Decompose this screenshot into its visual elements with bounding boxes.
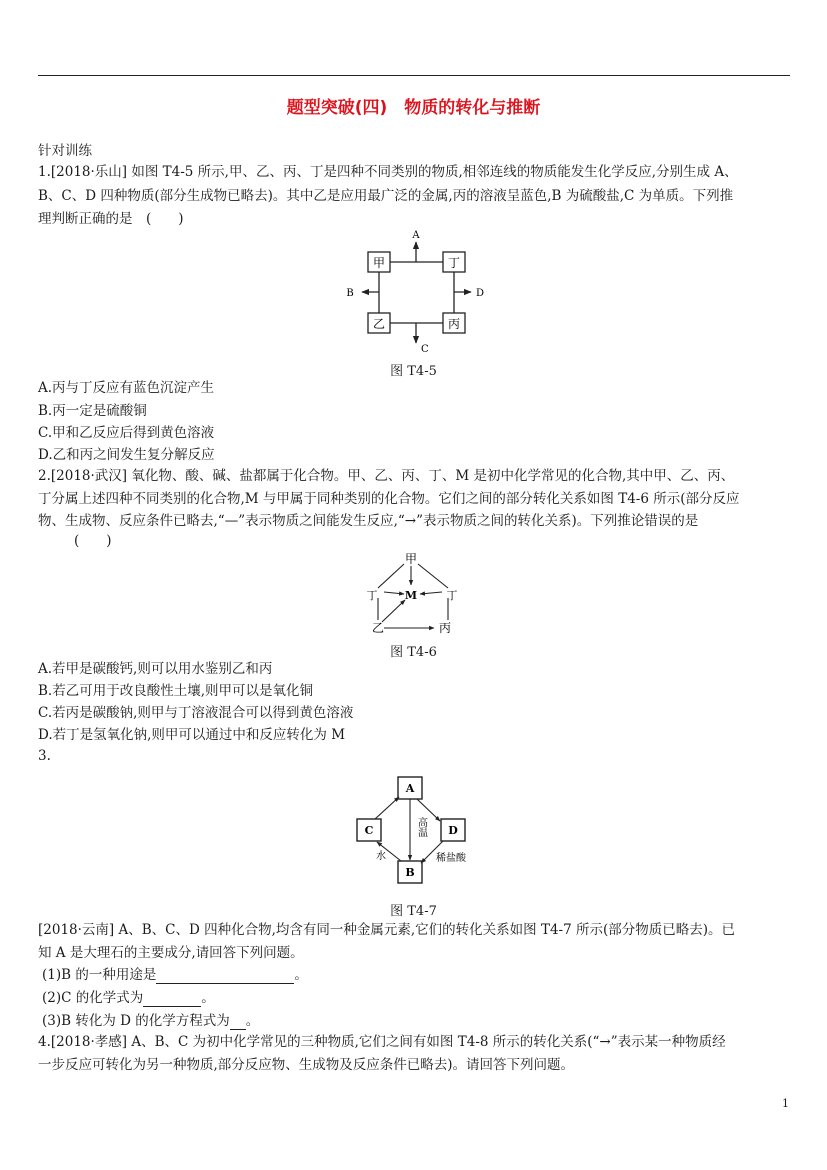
figure-t4-5-caption: 图 T4-5: [390, 364, 437, 379]
page-number: 1: [782, 1097, 789, 1110]
answer-blank-2[interactable]: [143, 992, 201, 1007]
q4-line-1: 4.[2018·孝感] A、B、C 为初中化学常见的三种物质,它们之间有如图 T4-8 所示的转化关系(“→”表示某一种物质经: [38, 1034, 726, 1050]
node-c: C: [364, 824, 374, 837]
q4-line-2: 一步反应可转化为另一种物质,部分反应物、生成物及反应条件已略去)。请回答下列问题。: [38, 1057, 575, 1073]
q2-option-d: D.若丁是氢氧化钠,则甲可以通过中和反应转化为 M: [38, 727, 346, 743]
label-shui: 水: [376, 851, 386, 862]
q3-sub-2: (2)C 的化学式为 。: [42, 990, 215, 1006]
q3-sub-1: (1)B 的一种用途是 。: [42, 967, 308, 983]
node-jia: 甲: [404, 552, 418, 566]
q1-line-1: 1.[2018·乐山] 如图 T4-5 所示,甲、乙、丙、丁是四种不同类别的物质,相邻连线的物质能发生化学反应,分别生成 A、: [38, 164, 738, 180]
node-jia: 甲: [372, 256, 386, 270]
label-d: D: [476, 288, 485, 299]
header-rule: [38, 75, 790, 76]
q1-option-d: D.乙和丙之间发生复分解反应: [38, 447, 215, 463]
q2-option-b: B.若乙可用于改良酸性土壤,则甲可以是氧化铜: [38, 683, 314, 699]
node-bing: 丙: [447, 317, 461, 331]
q2-line-1: 2.[2018·武汉] 氧化物、酸、碱、盐都属于化合物。甲、乙、丙、丁、M 是初中化学常见的化合物,其中甲、乙、丙、: [38, 468, 735, 484]
section-heading: 针对训练: [38, 143, 92, 159]
node-ding-left: 丁: [366, 589, 378, 602]
figure-t4-5: [330, 225, 500, 353]
label-a: A: [412, 230, 420, 241]
node-bing: 丙: [438, 621, 452, 635]
figure-t4-6-caption: 图 T4-6: [390, 645, 437, 660]
page-title: 题型突破(四) 物质的转化与推断: [286, 98, 541, 118]
q3-line-2: 知 A 是大理石的主要成分,请回答下列问题。: [38, 945, 304, 961]
node-yi: 乙: [371, 621, 385, 635]
q3-sub-3: (3)B 转化为 D 的化学方程式为 。: [42, 1013, 260, 1029]
q2-line-3: 物、生成物、反应条件已略去,“—”表示物质之间能发生反应,“→”表示物质之间的转化关系)。下列推论错误的是: [38, 513, 699, 529]
answer-blank-3[interactable]: [230, 1015, 246, 1030]
figure-t4-7-caption: 图 T4-7: [390, 904, 437, 919]
figure-t4-7: [355, 775, 475, 887]
node-m: M: [404, 589, 418, 602]
q3-line-1: [2018·云南] A、B、C、D 四种化合物,均含有同一种金属元素,它们的转化关系如图 T4-7 所示(部分物质已略去)。已: [38, 922, 736, 938]
node-d: D: [448, 824, 458, 837]
figure-t4-6: [360, 550, 470, 636]
node-b: B: [405, 866, 415, 879]
q2-line-4: ( ): [74, 533, 112, 549]
answer-blank-1[interactable]: [156, 969, 294, 984]
node-ding-right: 丁: [446, 589, 458, 602]
node-a: A: [405, 782, 415, 795]
node-ding: 丁: [447, 256, 461, 270]
q1-option-c: C.甲和乙反应后得到黄色溶液: [38, 425, 215, 441]
label-c: C: [421, 344, 429, 353]
label-b: B: [346, 288, 354, 299]
q2-line-2: 丁分属上述四种不同类别的化合物,M 与甲属于同种类别的化合物。它们之间的部分转化关系如图 T4-6 所示(部分反应: [38, 491, 740, 507]
q1-option-a: A.丙与丁反应有蓝色沉淀产生: [38, 380, 215, 396]
q3-number: 3.: [38, 748, 51, 764]
q1-line-3: 理判断正确的是 ( ): [38, 211, 184, 227]
q1-option-b: B.丙一定是硫酸铜: [38, 403, 147, 419]
node-yi: 乙: [372, 317, 386, 331]
label-xiyansuan: 稀盐酸: [436, 853, 466, 864]
q1-line-2: B、C、D 四种物质(部分生成物已略去)。其中乙是应用最广泛的金属,丙的溶液呈蓝色,B 为硫酸盐,C 为单质。下列推: [38, 188, 734, 204]
q2-option-a: A.若甲是碳酸钙,则可以用水鉴别乙和丙: [38, 661, 273, 677]
label-gaowen: 高温: [415, 817, 427, 837]
q2-option-c: C.若丙是碳酸钠,则甲与丁溶液混合可以得到黄色溶液: [38, 705, 354, 721]
